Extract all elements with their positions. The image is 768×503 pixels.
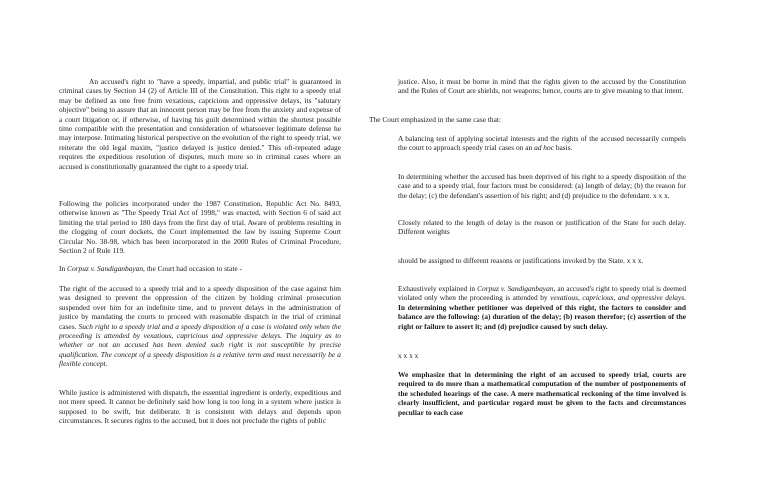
paragraph-justice-dispatch: While justice is administered with dispatch, the essential ingredient is orderly, expeditious and not mere speed. It cannot be definitely said how long is too long in a system where justice is supposed to be swift, but deliberate. It is consistent with delays and depends upon circumstances. It secures rights to the accused, but it does not preclude the rights of public: [59, 388, 341, 426]
paragraph-different-weights: should be assigned to different reasons or justifications invoked by the State. x x x.: [398, 256, 644, 265]
paragraph-four-factors: In determining whether the accused has been deprived of his right to a speedy disposition of the case and to a speedy trial, four factors must be considered: (a) length of delay; (b) the reason for the delay; (c) the defendant's assertion of his right; and (d) prejudice to the defendant. x x x.: [398, 172, 686, 200]
paragraph-balancing-test: [398, 134, 686, 153]
case-name-corpuz: Corpuz v. Sandiganbayan: [67, 264, 144, 273]
vexatious-delays-phrase: vexatious, capricious, and oppressive delays.: [550, 293, 686, 303]
case-name-corpuz-2: Corpuz v. Sandiganbayan: [477, 284, 554, 293]
balancing-test-pre: A balancing test of applying societal interests and the rights of the accused necessarily compels the court to approach speedy trial cases on an: [398, 134, 686, 153]
corpuz-quote-italic: Such right to a speedy trial and a speedy disposition of a case is violated only when the proceeding is attended by vexatious, capricious and oppressive delays. The inquiry as to whether or not an accused has been denied such right is not susceptible by precise qualification. The concept of a speedy disposition is a relative term and must necessarily be a flexible concept.: [59, 321, 341, 369]
paragraph-exhaustively-explained: [398, 284, 686, 331]
ellipsis-marker: x x x x: [398, 351, 419, 360]
corpuz-intro-post: , the Court had occasion to state -: [143, 264, 242, 273]
paragraph-speedy-trial-act: Following the policies incorporated under the 1987 Constitution, Republic Act No. 8493, otherwise known as "The Speedy Trial Act of 1998," was enacted, with Section 6 of said act limiting the trial period to 180 days from the first day of trial. Aware of problems resulting in the clogging of court dockets, the Court implemented the law by issuing Supreme Court Circular No. 38-98, which has been incorporated in the 2000 Rules of Criminal Procedure, Section 2 of Rule 119.: [59, 199, 341, 256]
corpuz-intro-pre: In: [59, 264, 68, 273]
paragraph-we-emphasize: We emphasize that in determining the right of an accused to speedy trial, courts are required to do more than a mathematical computation of the number of postponements of the scheduled hearings of the case. A mere mathematical reckoning of the time involved is clearly insufficient, and particular regard must be given to the facts and circumstances peculiar to each case: [398, 370, 686, 417]
balancing-test-post: basis.: [553, 143, 573, 153]
paragraph-court-emphasized: The Court emphasized in the same case that:: [369, 115, 501, 124]
ad-hoc-term: ad hoc: [534, 143, 554, 153]
explained-pre: Exhaustively explained in: [398, 284, 478, 293]
corpuz-quote-text: The right of the accused to a speedy trial and to a speedy disposition of the case against him was designed to prevent the oppression of the citizen by holding criminal prosecution suspended over him for an indefinite time, and to prevent delays in the administration of justice by mandating the courts to proceed with reasonable dispatch in the trial of criminal cases.: [59, 284, 341, 331]
paragraph-corpuz-intro: [59, 264, 341, 273]
paragraph-corpuz-quote: [59, 284, 341, 369]
paragraph-reason-for-delay: Closely related to the length of delay is the reason or justification of the State for such delay. Different weights: [398, 218, 686, 237]
paragraph-speedy-trial-right: An accused's right to "have a speedy, impartial, and public trial" is guaranteed in criminal cases by Section 14 (2) of Article III of the Constitution. This right to a speedy trial may be defined as one free from vexatious, capricious and oppressive delays, its "salutary objective" being to assure that an innocent person may be free from the anxiety and expense of a court litigation or, if otherwise, of having his guilt determined within the shortest possible time compatible with the presentation and consideration of whatsoever legitimate defense he may interpose. Intimating historical perspective on the evolution of the right to speedy trial, we reiterate the old legal maxim, "justice delayed is justice denied." This oft-repeated adage requires the expeditious resolution of disputes, much more so in criminal cases where an accused is constitutionally guaranteed the right to a speedy trial.: [59, 77, 341, 171]
paragraph-shields-not-weapons: justice. Also, it must be borne in mind that the rights given to the accused by the Constitution and the Rules of Court are shields, not weapons; hence, courts are to give meaning to that intent.: [398, 77, 686, 96]
factors-bold-text: In determining whether petitioner was deprived of this right, the factors to consider and balance are the following: (a) duration of the delay; (b) reason therefor; (c) assertion of the right or failure to assert it; and (d) prejudice caused by such delay.: [398, 302, 686, 331]
explained-mid: , an accused's right to speedy trial is deemed violated only when the proceeding is attended by: [398, 284, 687, 303]
